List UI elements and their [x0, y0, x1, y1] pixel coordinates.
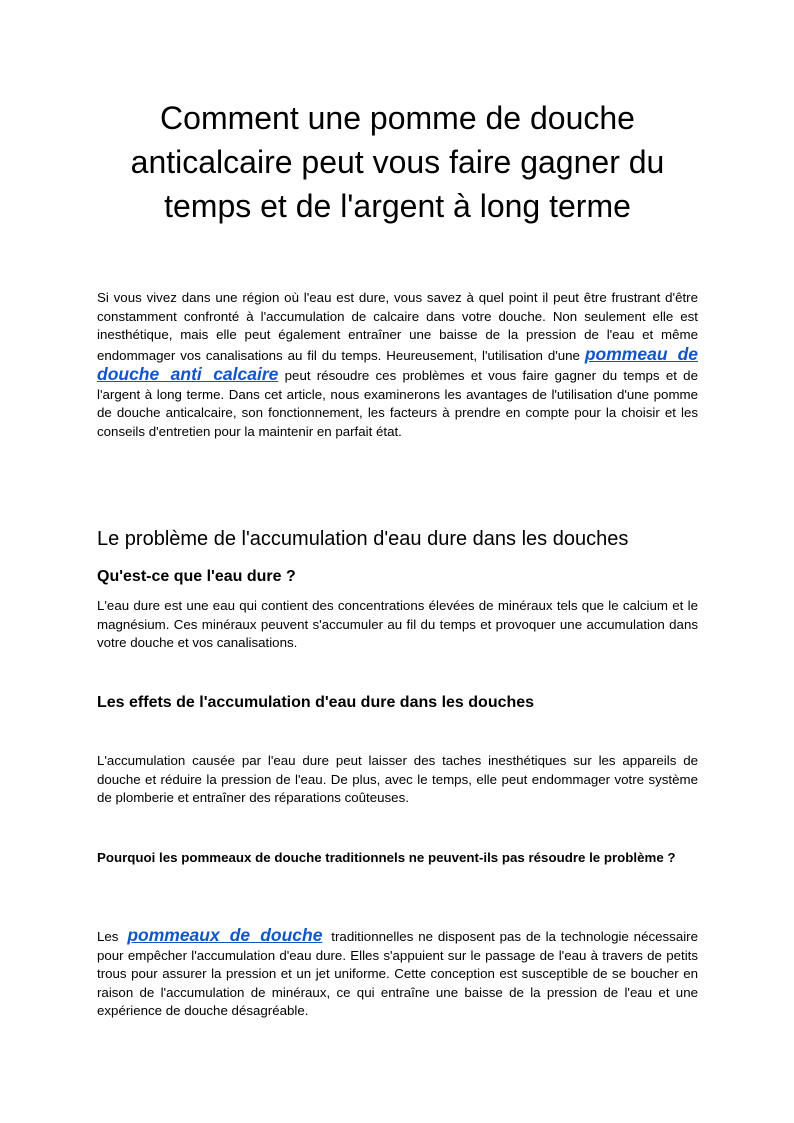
intro-paragraph: [97, 289, 698, 441]
subheading-what-is-hard-water: [97, 566, 698, 588]
intro-text-before-link: Si vous vivez dans une région où l'eau est dure, vous savez à quel point il peut être frustrant d'être constamment confronté à l'accumulation de calcaire dans votre douche. Non seulement elle est inesthétique, mais elle peut également entraîner une baisse de la pression de l'eau et même endommager vos canalisations au fil du temps. Heureusement, l'utilisation d'une: [97, 290, 698, 363]
anti-calcaire-link[interactable]: pommeau de douche anti calcaire: [97, 343, 698, 384]
traditional-text-after-link: traditionnelles ne disposent pas de la technologie nécessaire pour empêcher l'accumulation d'eau dure. Elles s'appuient sur le passage de l'eau à travers de petits trous pour assurer la pression et un jet uniforme. Cette conception est susceptible de se boucher en raison de l'accumulation de minéraux, ce qui entraîne une baisse de la pression de l'eau et une expérience de douche désagréable.: [97, 929, 698, 1018]
subheading-effects: [97, 692, 698, 714]
subheading: Pourquoi les pommeaux de douche traditionnels ne peuvent-ils pas résoudre le problème ?: [97, 850, 676, 865]
section-heading: Le problème de l'accumulation d'eau dure dans les douches: [97, 528, 629, 550]
intro-text-after-link: peut résoudre ces problèmes et vous faire gagner du temps et de l'argent à long terme. Dans cet article, nous examinerons les avantages de l'utilisation d'une pomme de douche anticalcaire, son fonctionnement, les facteurs à prendre en compte pour la choisir et les conseils d'entretien pour la maintenir en parfait état.: [97, 368, 698, 439]
paragraph-text: L'eau dure est une eau qui contient des concentrations élevées de minéraux tels que le calcium et le magnésium. Ces minéraux peuvent s'accumuler au fil du temps et provoquer une accumulation dans votre douche et vos canalisations.: [97, 598, 698, 650]
paragraph-hard-water: [97, 597, 698, 653]
paragraph-traditional: [97, 926, 698, 1021]
page-title: Comment une pomme de douche anticalcaire peut vous faire gagner du temps et de l'argent à long terme: [130, 100, 665, 224]
subheading-traditional: [97, 848, 698, 867]
subheading: Qu'est-ce que l'eau dure ?: [97, 568, 296, 585]
section-heading-hard-water: [97, 526, 698, 552]
subheading: Les effets de l'accumulation d'eau dure dans les douches: [97, 694, 535, 711]
traditional-text-before-link: Les: [97, 929, 119, 944]
paragraph-effects: [97, 752, 698, 808]
shower-heads-link[interactable]: pommeaux de douche: [127, 925, 323, 945]
paragraph-text: L'accumulation causée par l'eau dure peut laisser des taches inesthétiques sur les appareils de douche et réduire la pression de l'eau. De plus, avec le temps, elle peut endommager votre système de plomberie et entraîner des réparations coûteuses.: [97, 753, 698, 805]
